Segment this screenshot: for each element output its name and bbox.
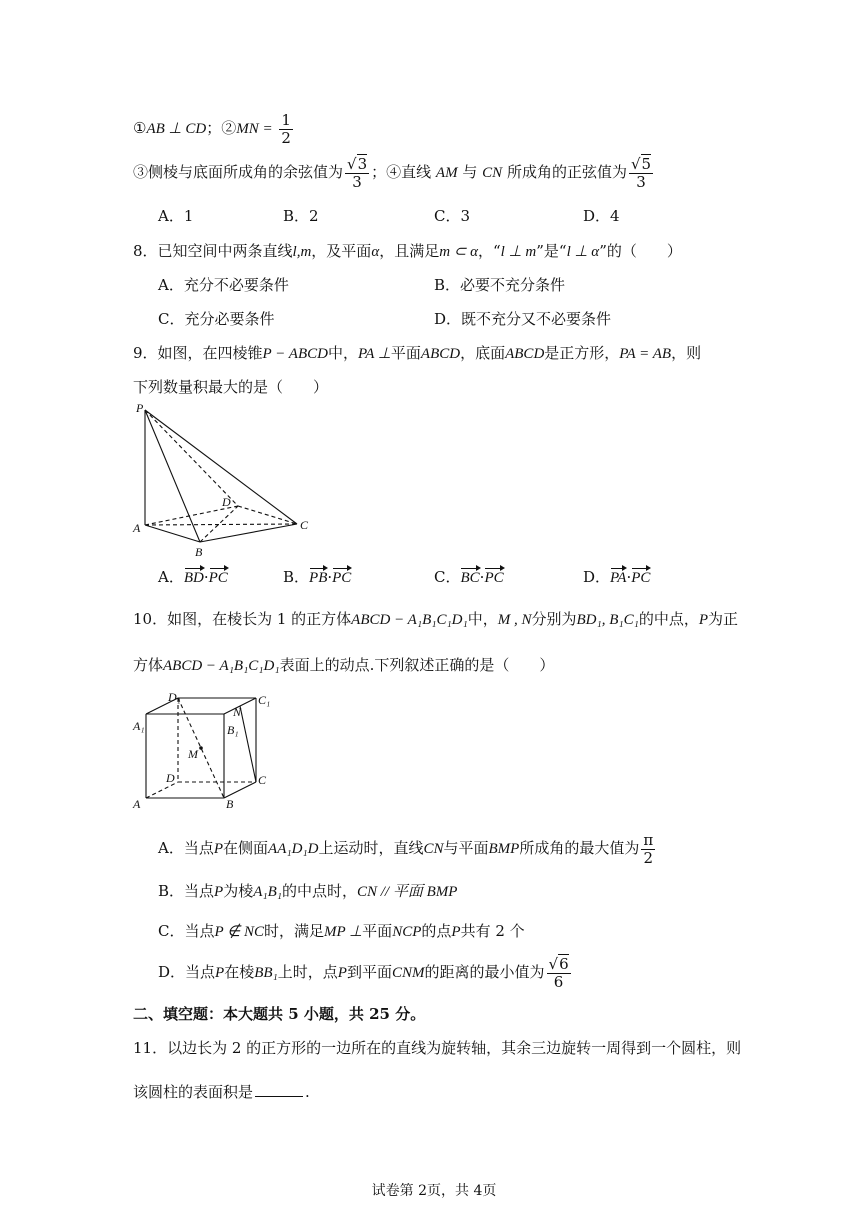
- text: 表面上的动点.下列叙述正确的是（ ）: [279, 656, 555, 674]
- denominator: 3: [352, 172, 362, 191]
- text: 的中点时，: [281, 882, 357, 900]
- text: 中，: [467, 610, 498, 628]
- text: 平面: [362, 922, 393, 940]
- q9-stem-line1: [133, 342, 701, 363]
- text: ，底面: [460, 344, 506, 362]
- vector: PB: [309, 566, 327, 587]
- q7-option-c[interactable]: C．3: [434, 207, 471, 225]
- q8-stem: [133, 240, 682, 261]
- text: 平面: [390, 344, 421, 362]
- q7-statement-3-4: [133, 156, 655, 190]
- q10-option-d[interactable]: [158, 956, 573, 990]
- edge-ac: [145, 524, 297, 525]
- math-p: P: [213, 841, 224, 857]
- math-bmp: BMP: [488, 841, 520, 857]
- text: 为正: [708, 610, 739, 628]
- text: 与平面: [443, 839, 489, 857]
- edge-bc: [224, 782, 256, 798]
- text: ”的（ ）: [599, 242, 682, 260]
- option-label: B．: [283, 568, 310, 586]
- text: 9．如图，在四棱锥: [133, 344, 263, 362]
- math-p: P: [215, 965, 225, 981]
- q8-option-c[interactable]: C．充分必要条件: [158, 310, 275, 328]
- label-d1: D₁: [168, 690, 181, 704]
- math-cube: ABCD − A₁B₁C₁D₁: [351, 612, 468, 628]
- math-pa-eq-ab: PA = AB: [619, 346, 672, 362]
- q11-stem-line1: 11．以边长为 2 的正方形的一边所在的直线为旋转轴，其余三边旋转一周得到一个圆柱，则: [133, 1039, 742, 1057]
- math-l-perp-alpha: l ⊥ α: [566, 244, 600, 260]
- q7-option-d[interactable]: D．4: [583, 207, 620, 225]
- numerator: 1: [281, 111, 291, 129]
- text: B．当点: [158, 882, 215, 900]
- math-p-abcd: P − ABCD: [262, 346, 328, 362]
- text: 是正方形，: [544, 344, 620, 362]
- vector: BD: [184, 566, 204, 587]
- math-cube: ABCD − A₁B₁C₁D₁: [163, 658, 280, 674]
- text: ”是“: [536, 242, 567, 260]
- math-face: AA₁D₁D: [268, 841, 319, 857]
- label-a: A: [133, 797, 141, 811]
- text: ③侧棱与底面所成角的余弦值为: [133, 163, 344, 181]
- denominator: 3: [636, 172, 646, 191]
- point-m: [199, 746, 203, 750]
- edge-bc: [200, 524, 297, 542]
- text: 10．如图，在棱长为 1 的正方体: [133, 610, 352, 628]
- label-a1: A₁: [133, 719, 145, 733]
- vector: BC: [460, 566, 479, 587]
- label-d: D: [222, 495, 231, 509]
- text: 方体: [133, 656, 164, 674]
- label-p: P: [136, 401, 144, 415]
- q10-option-b[interactable]: [158, 880, 457, 901]
- math-m-subset-alpha: m ⊂ α: [439, 244, 478, 260]
- text: A．当点: [158, 839, 214, 857]
- edge-pc: [145, 410, 297, 524]
- q11-stem-line2: [133, 1081, 310, 1102]
- text: 的中点，: [638, 610, 699, 628]
- math-edge: BB₁: [254, 965, 278, 981]
- math-abcd: ABCD: [505, 346, 545, 362]
- text: 为棱: [223, 882, 254, 900]
- segment-nc: [240, 706, 256, 782]
- vector: PC: [209, 566, 228, 587]
- q9-option-a[interactable]: A．BD·PC: [158, 568, 228, 586]
- fraction-pi-over-2: [641, 832, 655, 866]
- edge-pd: [145, 410, 238, 506]
- vector: PC: [631, 566, 650, 587]
- radicand: 5: [641, 155, 652, 173]
- text: 与: [462, 163, 478, 181]
- label-b1: B₁: [227, 723, 239, 737]
- fraction-sqrt3-over-3: [345, 156, 369, 190]
- text: D．当点: [158, 963, 216, 981]
- text: ，则: [671, 344, 702, 362]
- section-heading-fill-in: 二、填空题：本大题共 5 小题，共 25 分。: [133, 1005, 426, 1023]
- math-alpha: α: [371, 244, 380, 260]
- text: ，“: [477, 242, 501, 260]
- label-c: C: [300, 518, 309, 532]
- radicand: 3: [357, 155, 368, 173]
- label-d: D: [166, 771, 175, 785]
- page-footer: 试卷第 2页，共 4页: [371, 1183, 497, 1199]
- text: 该圆柱的表面积是: [133, 1083, 254, 1101]
- answer-blank[interactable]: [255, 1096, 303, 1097]
- text: 在侧面: [223, 839, 269, 857]
- q10-cube-figure: [130, 688, 280, 813]
- math-mn: MN =: [236, 121, 273, 137]
- text: 的点: [421, 922, 452, 940]
- numerator: √5: [630, 155, 652, 173]
- math-l-perp-m: l ⊥ m: [500, 244, 537, 260]
- text: ，且满足: [379, 242, 440, 260]
- option-label: A．: [158, 568, 184, 586]
- math-cn: CN: [482, 165, 503, 181]
- label-b: B: [226, 797, 234, 811]
- q7-statement-1-2: [133, 112, 295, 146]
- q8-option-a[interactable]: A．充分不必要条件: [158, 276, 289, 294]
- math-pa-perp: PA ⊥: [357, 346, 391, 362]
- text: 共有 2 个: [460, 922, 525, 940]
- math-cn: CN: [423, 841, 444, 857]
- q7-option-a[interactable]: A．1: [158, 207, 194, 225]
- text: ；④直线: [371, 163, 432, 181]
- text: ，及平面: [311, 242, 372, 260]
- text: 到平面: [346, 963, 392, 981]
- text: 时，满足: [263, 922, 324, 940]
- circled-1: ①: [133, 119, 147, 137]
- math-mp-perp: MP ⊥: [323, 924, 363, 940]
- math-edge: A₁B₁: [253, 884, 282, 900]
- fraction-sqrt6-over-6: [547, 956, 571, 990]
- denominator: 6: [553, 972, 564, 991]
- label-n: N: [233, 705, 242, 719]
- numerator: √3: [347, 155, 368, 173]
- text: ；②: [206, 119, 237, 137]
- edge-pb: [145, 410, 200, 542]
- label-b: B: [195, 545, 203, 559]
- text: 在棱: [224, 963, 255, 981]
- text: 上运动时，直线: [318, 839, 424, 857]
- text: 的距离的最小值为: [424, 963, 545, 981]
- q7-option-b[interactable]: B．2: [283, 207, 319, 225]
- text: .: [305, 1083, 310, 1101]
- math-p: P: [214, 884, 224, 900]
- text: 8．已知空间中两条直线: [133, 242, 293, 260]
- math-p-notin-nc: P ∉ NC: [214, 924, 264, 940]
- label-c: C: [258, 773, 267, 787]
- option-label: C．: [434, 568, 461, 586]
- label-m: M: [188, 747, 198, 761]
- text: 分别为: [531, 610, 577, 628]
- q8-option-d[interactable]: D．既不充分又不必要条件: [434, 310, 612, 328]
- text: 上时，点: [277, 963, 338, 981]
- q9-option-c[interactable]: C．BC·PC: [434, 568, 504, 586]
- vector: PA: [610, 566, 626, 587]
- math-cnm: CNM: [391, 965, 425, 981]
- q10-option-c[interactable]: [158, 920, 525, 941]
- text: 所成角的正弦值为: [506, 163, 627, 181]
- math-bd1-b1c1: BD₁, B₁C₁: [576, 612, 639, 628]
- radicand: 6: [559, 955, 569, 973]
- math-ncp: NCP: [392, 924, 422, 940]
- option-label: D．: [583, 568, 611, 586]
- math-lm: l,m: [292, 244, 312, 260]
- edge-dc: [238, 506, 297, 524]
- fraction-one-half: [279, 112, 293, 146]
- q9-option-b[interactable]: B．PB·PC: [283, 568, 352, 586]
- denominator: 2: [281, 128, 291, 147]
- math-am: AM: [435, 165, 458, 181]
- q10-stem-line1: [133, 608, 738, 629]
- q10-stem-line2: [133, 654, 554, 675]
- text: 所成角的最大值为: [519, 839, 640, 857]
- numerator: √6: [548, 955, 569, 973]
- math-p: P: [337, 965, 347, 981]
- q10-option-a[interactable]: [158, 832, 657, 866]
- label-c1: C₁: [258, 693, 271, 707]
- text: 中，: [327, 344, 358, 362]
- vector: PC: [484, 566, 503, 587]
- fraction-sqrt5-over-3: [629, 156, 653, 190]
- math-ab-perp-cd: AB ⊥ CD: [146, 121, 207, 137]
- numerator: π: [643, 831, 654, 849]
- label-a: A: [133, 521, 141, 535]
- q9-pyramid-figure: [130, 398, 320, 560]
- q9-stem-line2: 下列数量积最大的是（ ）: [133, 378, 329, 396]
- denominator: 2: [643, 848, 654, 867]
- vector: PC: [332, 566, 351, 587]
- math-abcd: ABCD: [420, 346, 461, 362]
- edge-ab: [145, 525, 200, 542]
- q9-option-d[interactable]: D．PA·PC: [583, 568, 651, 586]
- q8-option-b[interactable]: B．必要不充分条件: [434, 276, 566, 294]
- text: C．当点: [158, 922, 215, 940]
- math-cn-parallel-bmp: CN // 平面 BMP: [357, 884, 458, 900]
- math-mn: M , N: [497, 612, 532, 628]
- math-p: P: [698, 612, 708, 628]
- math-p: P: [451, 924, 461, 940]
